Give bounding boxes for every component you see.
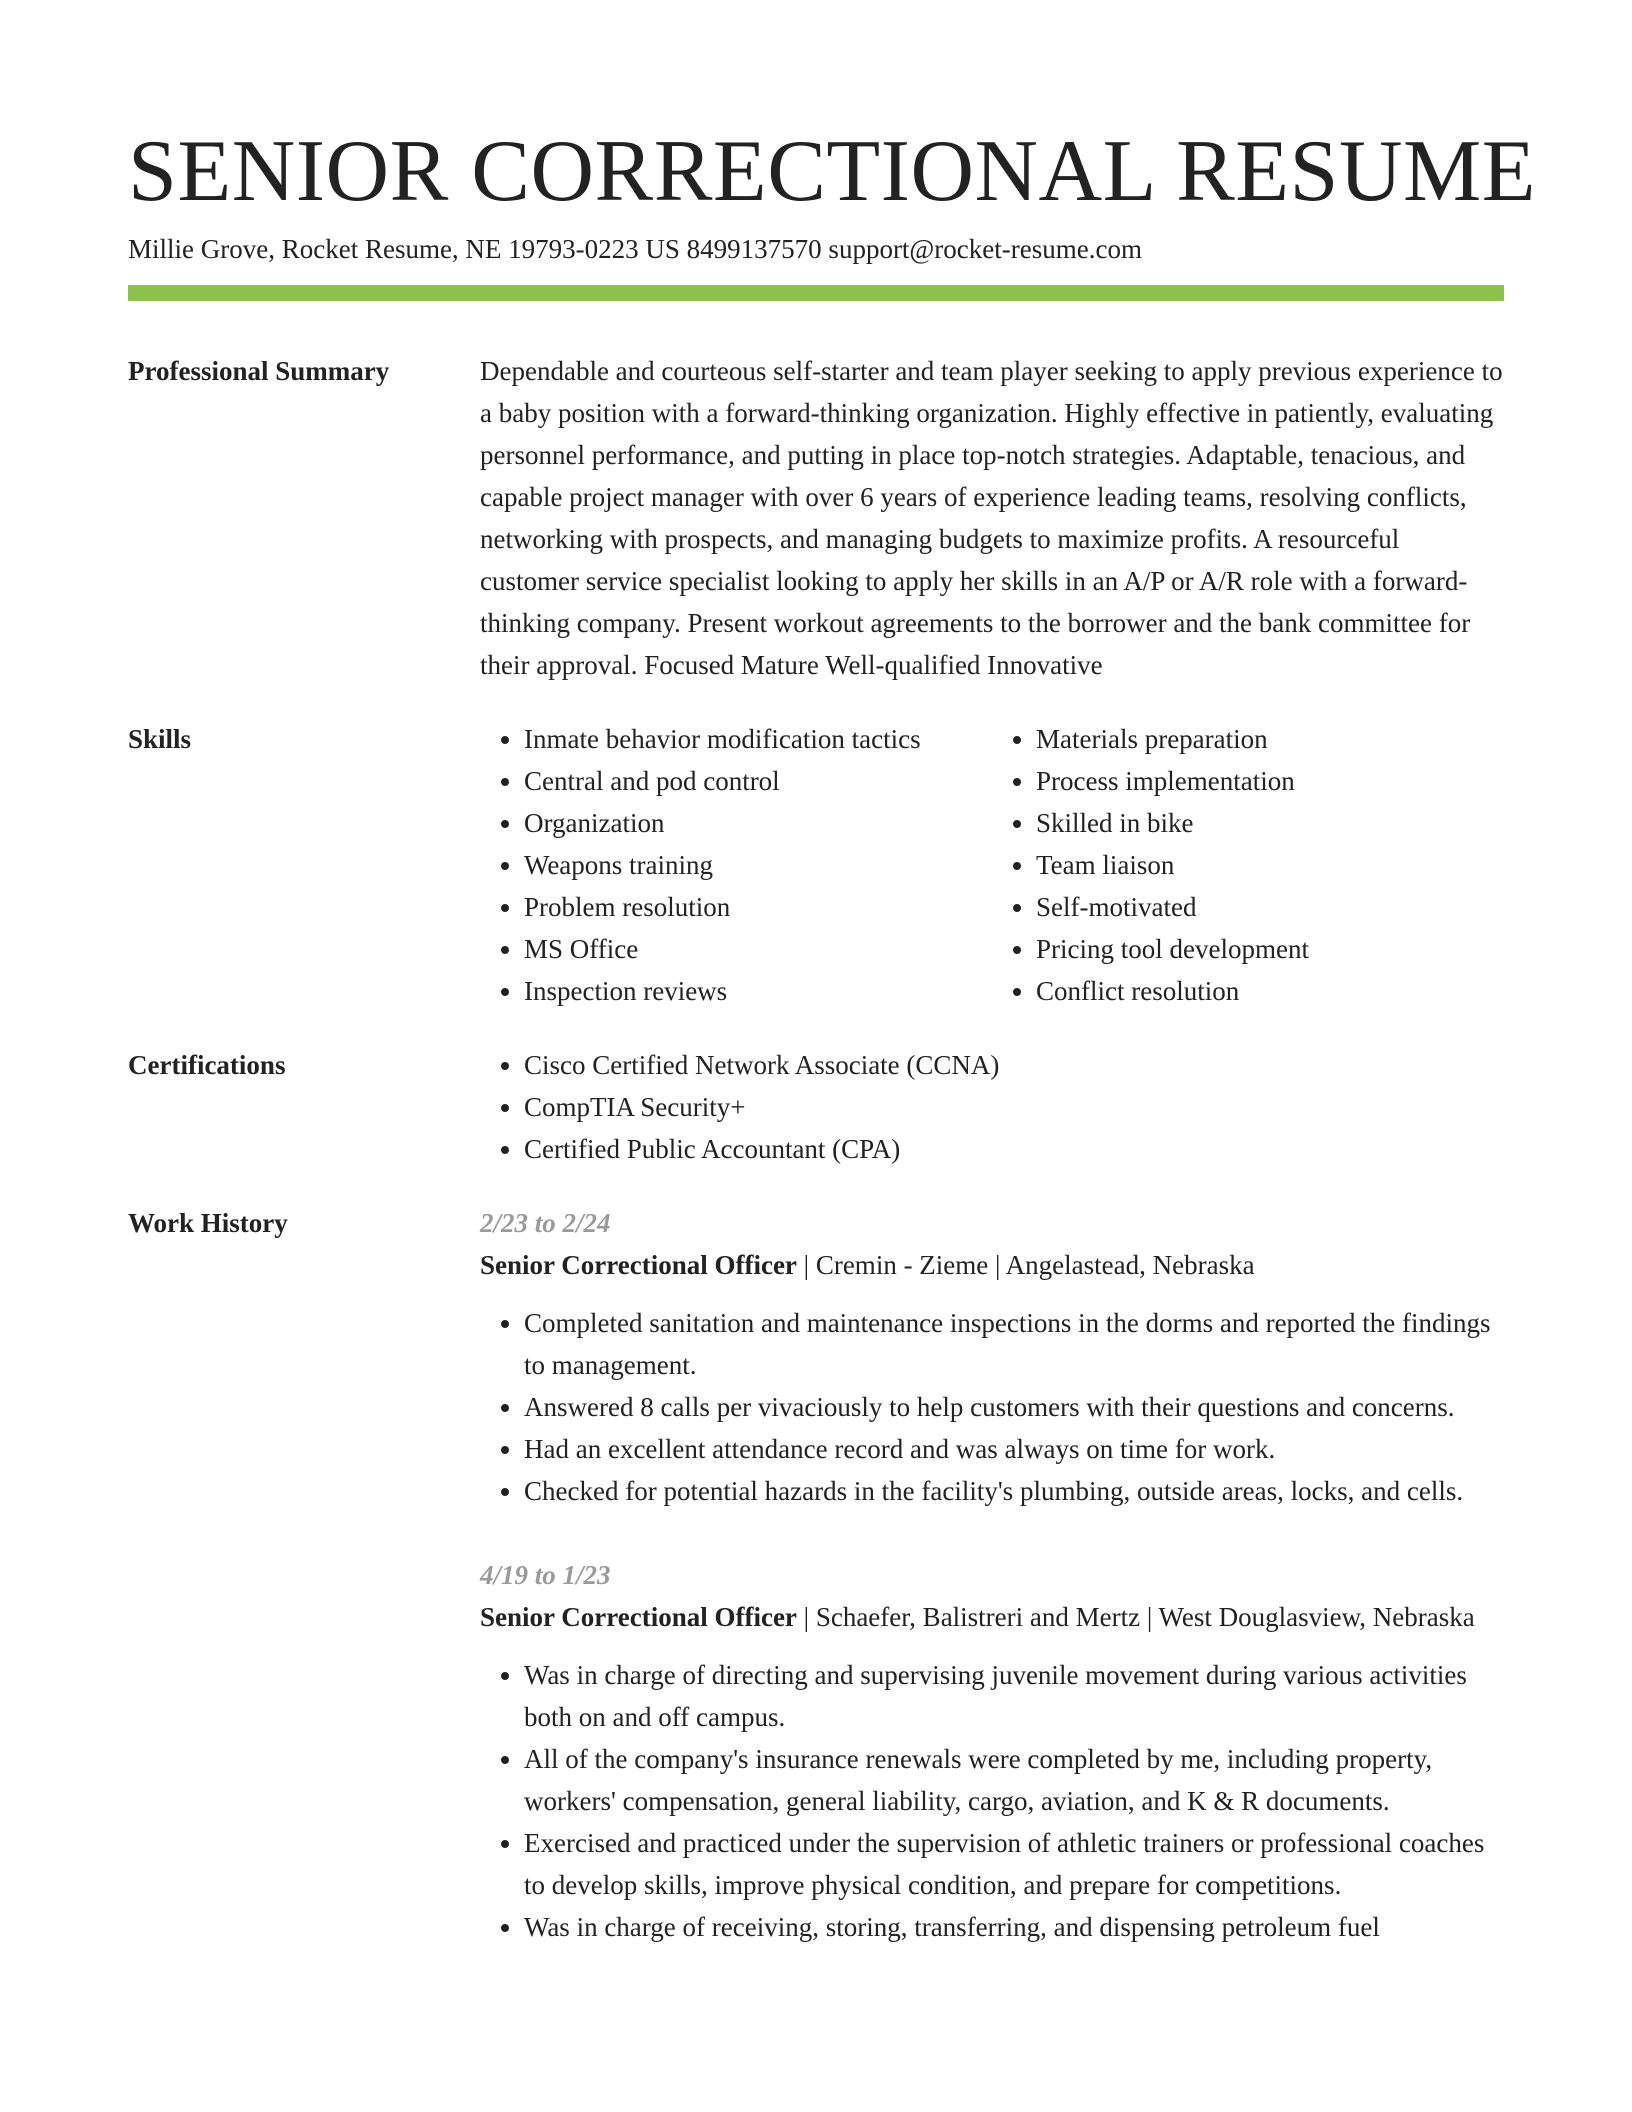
work-history-section (128, 1202, 1504, 1990)
job-bullets (480, 1302, 1504, 1512)
certification-item: • Certified Public Accountant (CPA) (524, 1128, 1504, 1170)
skill-item: • Skilled in bike (1036, 802, 1504, 844)
job-bullet: • Was in charge of receiving, storing, transferring, and dispensing petroleum fuel (524, 1906, 1504, 1948)
skill-item: • Weapons training (524, 844, 992, 886)
job-entry (480, 1202, 1504, 1512)
job-bullets (480, 1654, 1504, 1948)
work-history-label: Work History (128, 1208, 288, 1238)
job-bullet: • Answered 8 calls per vivaciously to help customers with their questions and concerns. (524, 1386, 1504, 1428)
job-employer-location: | Schaefer, Balistreri and Mertz | West Douglasview, Nebraska (796, 1602, 1475, 1632)
job-heading (480, 1244, 1504, 1286)
job-bullet: • All of the company's insurance renewals were completed by me, including property, workers' compensation, general liability, cargo, aviation, and K & R documents. (524, 1738, 1504, 1822)
summary-section (128, 350, 1504, 686)
skill-item: • Problem resolution (524, 886, 992, 928)
skill-item: • Inspection reviews (524, 970, 992, 1012)
job-bullet: • Exercised and practiced under the supervision of athletic trainers or professional coaches to develop skills, improve physical condition, and prepare for competitions. (524, 1822, 1504, 1906)
job-bullet: • Completed sanitation and maintenance inspections in the dorms and reported the findings to management. (524, 1302, 1504, 1386)
skills-label: Skills (128, 724, 192, 754)
skills-section (128, 718, 1504, 1012)
resume-title: SENIOR CORRECTIONAL RESUME (128, 123, 1537, 220)
job-bullet: • Checked for potential hazards in the facility's plumbing, outside areas, locks, and cells. (524, 1470, 1504, 1512)
job-entry (480, 1554, 1504, 1948)
job-dates: 2/23 to 2/24 (480, 1208, 611, 1238)
summary-label: Professional Summary (128, 356, 390, 386)
skill-item: • Self-motivated (1036, 886, 1504, 928)
certifications-label: Certifications (128, 1050, 286, 1080)
certifications-section (128, 1044, 1504, 1170)
job-title: Senior Correctional Officer (480, 1250, 797, 1280)
skill-item: • Materials preparation (1036, 718, 1504, 760)
skill-item: • Process implementation (1036, 760, 1504, 802)
resume-content (128, 350, 1504, 2022)
skill-item: • Pricing tool development (1036, 928, 1504, 970)
certifications-list (480, 1044, 1504, 1170)
contact-line: Millie Grove, Rocket Resume, NE 19793-0223 US 8499137570 support@rocket-resume.com (128, 234, 1142, 264)
skill-item: • MS Office (524, 928, 992, 970)
job-employer-location: | Cremin - Zieme | Angelastead, Nebraska (796, 1250, 1255, 1280)
certification-item: • CompTIA Security+ (524, 1086, 1504, 1128)
job-bullet: • Had an excellent attendance record and was always on time for work. (524, 1428, 1504, 1470)
skills-list-right (992, 718, 1504, 1012)
job-dates: 4/19 to 1/23 (480, 1560, 611, 1590)
accent-divider (128, 285, 1504, 301)
skill-item: • Organization (524, 802, 992, 844)
job-title: Senior Correctional Officer (480, 1602, 797, 1632)
certification-item: • Cisco Certified Network Associate (CCNA) (524, 1044, 1504, 1086)
skill-item: • Inmate behavior modification tactics (524, 718, 992, 760)
job-bullet: • Was in charge of directing and supervising juvenile movement during various activities both on and off campus. (524, 1654, 1504, 1738)
summary-text: Dependable and courteous self-starter and team player seeking to apply previous experience to a baby position with a forward-thinking organization. Highly effective in patiently, evaluating personnel performance, and putting in place top-notch strategies. Adaptable, tenacious, and capable project manager with over 6 years of experience leading teams, resolving conflicts, networking with prospects, and managing budgets to maximize profits. A resourceful customer service specialist looking to apply her skills in an A/P or A/R role with a forward-thinking company. Present workout agreements to the borrower and the bank committee for their approval. Focused Mature Well-qualified Innovative (480, 356, 1503, 680)
skills-list-left (480, 718, 992, 1012)
job-heading (480, 1596, 1504, 1638)
skill-item: • Central and pod control (524, 760, 992, 802)
skill-item: • Conflict resolution (1036, 970, 1504, 1012)
skill-item: • Team liaison (1036, 844, 1504, 886)
